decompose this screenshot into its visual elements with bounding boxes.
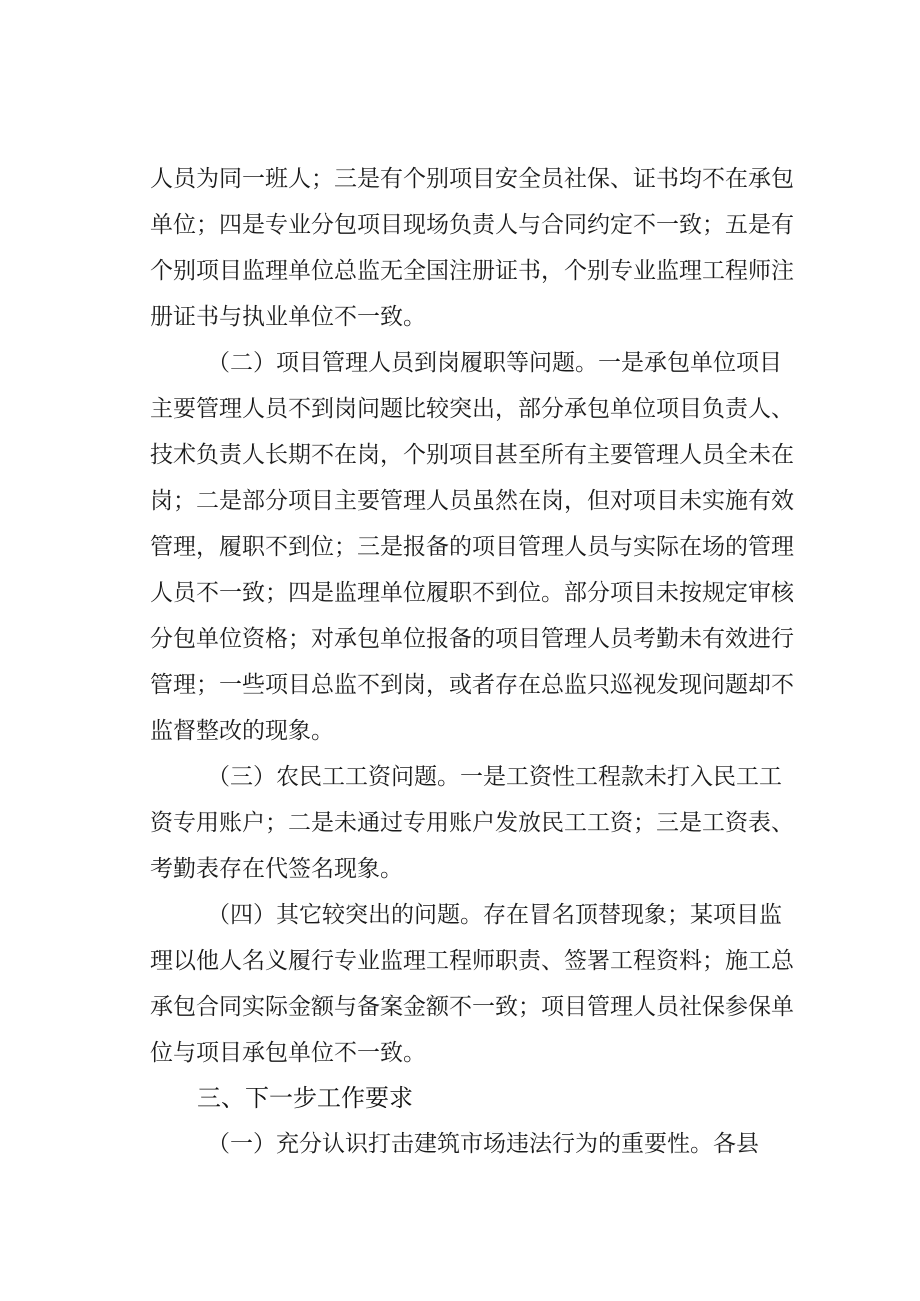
text-line: 人员不一致；四是监理单位履职不到位。部分项目未按规定审核	[150, 580, 794, 606]
text-line: 考勤表存在代签名现象。	[150, 856, 403, 882]
text-line: 承包合同实际金额与备案金额不一致；项目管理人员社保参保单	[150, 994, 794, 1020]
text-line: 册证书与执业单位不一致。	[150, 304, 426, 330]
text-line: 人员为同一班人；三是有个别项目安全员社保、证书均不在承包	[150, 166, 794, 192]
paragraph-heading-line: （二）项目管理人员到岗履职等问题。一是承包单位项目	[207, 350, 782, 376]
paragraph-heading-line: （三）农民工工资问题。一是工资性工程款未打入民工工	[207, 764, 782, 790]
text-line: 资专用账户；二是未通过专用账户发放民工工资；三是工资表、	[150, 810, 794, 836]
text-line: 监督整改的现象。	[150, 718, 334, 744]
paragraph-heading-line: （一）充分认识打击建筑市场违法行为的重要性。各县	[207, 1131, 759, 1157]
text-line: 岗；二是部分项目主要管理人员虽然在岗，但对项目未实施有效	[150, 488, 794, 514]
text-line: 技术负责人长期不在岗，个别项目甚至所有主要管理人员全未在	[150, 442, 794, 468]
text-line: 管理，履职不到位；三是报备的项目管理人员与实际在场的管理	[150, 534, 794, 560]
text-line: 个别项目监理单位总监无全国注册证书，个别专业监理工程师注	[150, 258, 794, 284]
text-line: 管理；一些项目总监不到岗，或者存在总监只巡视发现问题却不	[150, 672, 794, 698]
text-line: 单位；四是专业分包项目现场负责人与合同约定不一致；五是有	[150, 212, 794, 238]
text-line: 理以他人名义履行专业监理工程师职责、签署工程资料；施工总	[150, 948, 794, 974]
paragraph-heading-line: （四）其它较突出的问题。存在冒名顶替现象；某项目监	[207, 902, 782, 928]
text-line: 主要管理人员不到岗问题比较突出，部分承包单位项目负责人、	[150, 396, 794, 422]
text-line: 位与项目承包单位不一致。	[150, 1040, 426, 1066]
section-heading: 三、下一步工作要求	[197, 1084, 413, 1112]
text-line: 分包单位资格；对承包单位报备的项目管理人员考勤未有效进行	[150, 626, 794, 652]
